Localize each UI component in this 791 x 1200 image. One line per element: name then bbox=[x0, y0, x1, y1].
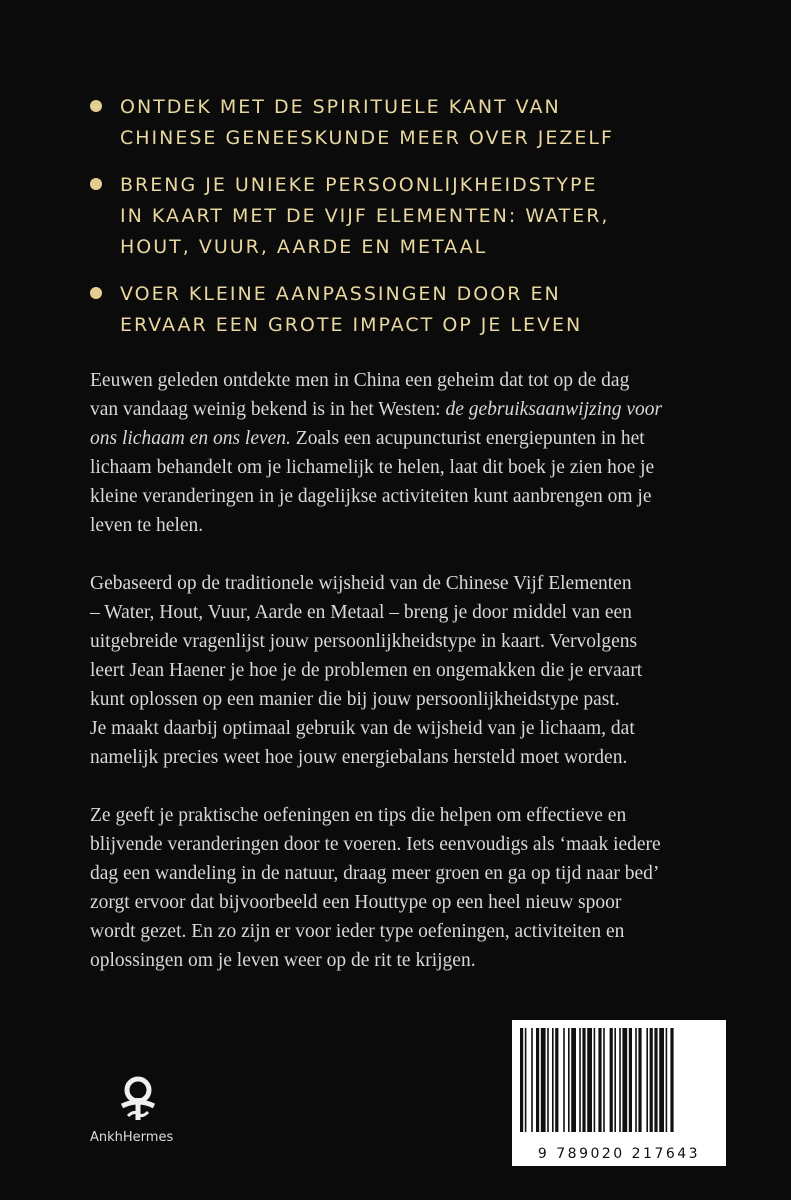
blurb-paragraph-2: Gebaseerd op de traditionele wijsheid van de Chinese Vijf Elementen – Water, Hout, Vuur, Aarde en Metaal – breng je door middel van een uitgebreide vragenlijst jouw persoonlijkheidstype in kaart. Vervolgens leert Jean Haener je hoe je de problemen en ongemakken die je ervaart kunt oplossen op een manier die bij jouw persoonlijkheidstype past. Je maakt daarbij optimaal gebruik van de wijsheid van je lichaam, dat namelijk precies weet hoe jouw energiebalans hersteld moet worden. bbox=[90, 573, 643, 768]
feature-bullet-text: BRENG JE UNIEKE PERSOONLIJKHEIDSTYPE IN KAART MET DE VIJF ELEMENTEN: WATER, HOUT, VUUR, AARDE EN METAAL bbox=[120, 174, 610, 258]
ankhhermes-logo-icon bbox=[116, 1076, 160, 1122]
paragraph-1-italic-phrase: de gebruiksaanwijzing voor ons lichaam en ons leven. bbox=[90, 399, 663, 449]
barcode-bar bbox=[610, 1028, 613, 1132]
barcode-bar bbox=[646, 1028, 648, 1132]
barcode-bar bbox=[520, 1028, 523, 1132]
publisher-logo bbox=[90, 1076, 210, 1145]
barcode-bar bbox=[555, 1028, 558, 1132]
barcode-bar bbox=[571, 1028, 576, 1132]
paragraph-1-rest: Zoals een acupuncturist energiepunten in het lichaam behandelt om je lichamelijk te helen, laat dit boek je zien hoe je kleine veranderingen in je dagelijkse activiteiten kunt aanbrengen om je leven te helen. bbox=[90, 428, 655, 536]
paragraph-1-intro: Eeuwen geleden ontdekte men in China een geheim dat tot op de dag van vandaag weinig bekend is in het Westen: bbox=[90, 370, 630, 420]
isbn-barcode bbox=[512, 1020, 726, 1166]
blurb-paragraph-3: Ze geeft je praktische oefeningen en tips die helpen om effectieve en blijvende veranderingen door te voeren. Iets eenvoudigs als ‘maak iedere dag een wandeling in de natuur, draag meer groen en ga op tijd naar bed’ zorgt ervoor dat bijvoorbeeld een Houttype op een heel nieuw spoor wordt gezet. En zo zijn er voor ieder type oefeningen, activiteiten en oplossingen om je leven weer op de rit te krijgen. bbox=[90, 805, 661, 971]
blurb-paragraph-1 bbox=[90, 366, 730, 540]
barcode-bar bbox=[670, 1028, 673, 1132]
barcode-bar bbox=[650, 1028, 653, 1132]
barcode-bar bbox=[614, 1028, 616, 1132]
barcode-bar bbox=[536, 1028, 539, 1132]
feature-bullet-text: VOER KLEINE AANPASSINGEN DOOR EN ERVAAR EEN GROTE IMPACT OP JE LEVEN bbox=[120, 283, 583, 336]
barcode-bar bbox=[659, 1028, 664, 1132]
barcode-bars bbox=[518, 1028, 720, 1132]
barcode-bar bbox=[563, 1028, 565, 1132]
barcode-bar bbox=[587, 1028, 592, 1132]
barcode-bar bbox=[547, 1028, 549, 1132]
barcode-bar bbox=[568, 1028, 570, 1132]
barcode-bar bbox=[525, 1028, 527, 1132]
bullet-dot-icon bbox=[90, 287, 102, 299]
barcode-bar bbox=[603, 1028, 605, 1132]
barcode-bar bbox=[638, 1028, 641, 1132]
bullet-dot-icon bbox=[90, 100, 102, 112]
feature-bullet bbox=[90, 279, 740, 341]
feature-bullet bbox=[90, 170, 740, 263]
barcode-bar bbox=[541, 1028, 546, 1132]
barcode-bar bbox=[552, 1028, 554, 1132]
feature-bullet-text: ONTDEK MET DE SPIRITUELE KANT VAN CHINESE GENEESKUNDE MEER OVER JEZELF bbox=[120, 96, 614, 149]
publisher-name: AnkhHermes bbox=[90, 1130, 174, 1145]
barcode-bar bbox=[654, 1028, 657, 1132]
barcode-bar bbox=[531, 1028, 533, 1132]
barcode-bar bbox=[622, 1028, 627, 1132]
barcode-bar bbox=[582, 1028, 585, 1132]
barcode-bar bbox=[619, 1028, 621, 1132]
blurb-text bbox=[90, 366, 730, 1004]
barcode-bar bbox=[594, 1028, 596, 1132]
barcode-bar bbox=[635, 1028, 637, 1132]
barcode-bar bbox=[666, 1028, 668, 1132]
barcode-bar bbox=[579, 1028, 581, 1132]
barcode-bar bbox=[629, 1028, 632, 1132]
feature-bullet-list bbox=[90, 92, 740, 357]
bullet-dot-icon bbox=[90, 178, 102, 190]
feature-bullet bbox=[90, 92, 740, 154]
isbn-number: 9 789020 217643 bbox=[537, 1146, 701, 1162]
barcode-bar bbox=[598, 1028, 601, 1132]
